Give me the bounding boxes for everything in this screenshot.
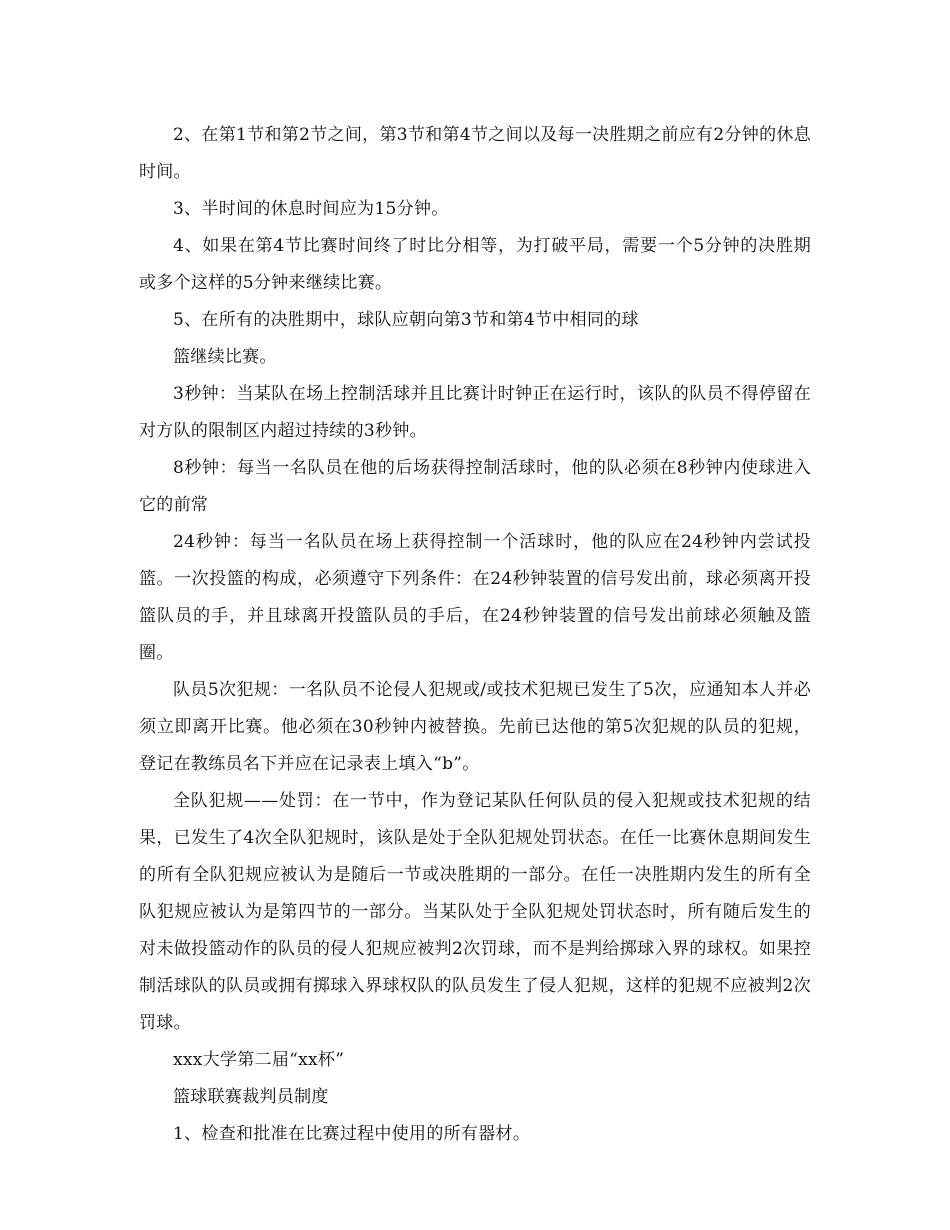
paragraph-overtime: 4、如果在第4节比赛时间终了时比分相等，为打破平局，需要一个5分钟的决胜期或多个这样的5分钟来继续比赛。 <box>139 236 811 293</box>
paragraph-three-seconds: 3秒钟：当某队在场上控制活球并且比赛计时钟正在运行时，该队的队员不得停留在对方队的限制区内超过持续的3秒钟。 <box>139 384 811 441</box>
paragraph-halftime: 3、半时间的休息时间应为15分钟。 <box>173 199 449 219</box>
paragraph-five-fouls: 队员5次犯规：一名队员不论侵人犯规或/或技术犯规已发生了5次，应通知本人并必须立即离开比赛。他必须在30秒钟内被替换。先前已达他的第5次犯规的队员的犯规，登记在教练员名下并应在记录表上填入“b”。 <box>139 680 811 774</box>
document-body <box>139 117 811 1153</box>
paragraph-overtime-basket: 5、在所有的决胜期中，球队应朝向第3节和第4节中相同的球 <box>173 310 639 330</box>
section-heading-cup: xxx大学第二届“xx杯” <box>173 1050 345 1070</box>
paragraph-twenty-four-seconds: 24秒钟：每当一名队员在场上获得控制一个活球时，他的队应在24秒钟内尝试投篮。一次投篮的构成，必须遵守下列条件：在24秒钟装置的信号发出前，球必须离开投篮队员的手，并且球离开投篮队员的手后，在24秒钟装置的信号发出前球必须触及篮圈。 <box>139 532 811 663</box>
paragraph-equipment-check: 1、检查和批准在比赛过程中使用的所有器材。 <box>173 1124 531 1144</box>
section-heading-referee: 篮球联赛裁判员制度 <box>173 1087 329 1107</box>
paragraph-team-fouls: 全队犯规——处罚：在一节中，作为登记某队任何队员的侵入犯规或技术犯规的结果，已发生了4次全队犯规时，该队是处于全队犯规处罚状态。在任一比赛休息期间发生的所有全队犯规应被认为是随后一节或决胜期的一部分。在任一决胜期内发生的所有全队犯规应被认为是第四节的一部分。当某队处于全队犯规处罚状态时，所有随后发生的对未做投篮动作的队员的侵人犯规应被判2次罚球，而不是判给掷球入界的球权。如果控制活球队的队员或拥有掷球入界球权队的队员发生了侵人犯规，这样的犯规不应被判2次罚球。 <box>139 791 811 1033</box>
paragraph-eight-seconds: 8秒钟：每当一名队员在他的后场获得控制活球时，他的队必须在8秒钟内使球进入它的前常 <box>139 458 811 515</box>
paragraph-overtime-basket-cont: 篮继续比赛。 <box>173 347 277 367</box>
paragraph-rest-periods: 2、在第1节和第2节之间，第3节和第4节之间以及每一决胜期之前应有2分钟的休息时间。 <box>139 125 811 182</box>
